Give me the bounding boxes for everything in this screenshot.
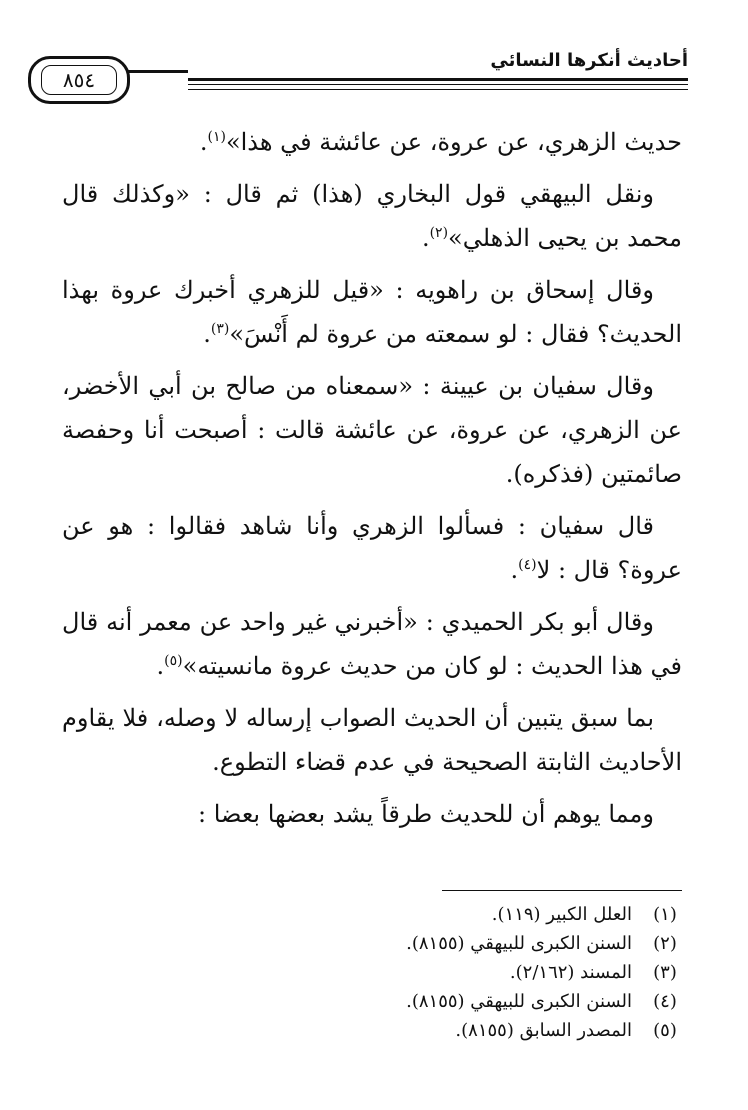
footnote-item [300,958,682,987]
page-number: ٨٥٤ [41,65,117,95]
footnote-number: (٣) [653,962,677,983]
footnote-ref[interactable]: (١) [207,129,226,145]
footnote-separator [442,890,682,891]
page-number-badge [28,56,130,104]
footnote-ref[interactable]: (٤) [518,557,537,573]
page-header [28,44,688,104]
footnote-number: (٥) [653,1020,677,1041]
header-rule [188,89,688,90]
footnotes [300,900,682,1045]
footnote-text: المسند (٢/١٦٢). [509,962,632,983]
paragraph: وقال إسحاق بن راهويه : «قيل للزهري أخبرك عروة بهذا الحديث؟ فقال : لو سمعته من عروة لم أَنْسَ»$^{(٣)}$. [62,276,682,348]
paragraph: ومما يوهم أن للحديث طرقاً يشد بعضها بعضا : [198,800,654,828]
paragraph: حديث الزهري، عن عروة، عن عائشة في هذا»$^{(١)}$. [199,128,682,156]
footnote-number: (١) [653,904,677,925]
footnote-ref[interactable]: (٥) [164,653,183,669]
paragraph: ونقل البيهقي قول البخاري (هذا) ثم قال : «وكذلك قال محمد بن يحيى الذهلي»$^{(٢)}$. [62,180,682,252]
main-text [62,120,682,844]
paragraph: وقال سفيان بن عيينة : «سمعناه من صالح بن أبي الأخضر، عن الزهري، عن عروة، عن عائشة قالت : أصبحت أنا وحفصة صائمتين (فذكره). [62,372,682,488]
paragraph: بما سبق يتبين أن الحديث الصواب إرساله لا وصله، فلا يقاوم الأحاديث الثابتة الصحيحة في عدم قضاء التطوع. [62,704,682,776]
footnote-text: السنن الكبرى للبيهقي (٨١٥٥). [406,991,632,1012]
footnote-item [300,1016,682,1045]
paragraph: قال سفيان : فسألوا الزهري وأنا شاهد فقالوا : هو عن عروة؟ قال : لا$^{(٤)}$. [62,512,682,584]
page-badge-tail [128,70,188,73]
footnote-text: العلل الكبير (١١٩). [491,904,632,925]
footnote-item [300,900,682,929]
header-rule [188,78,688,81]
header-rule [188,84,688,85]
footnote-ref[interactable]: (٢) [429,225,449,241]
footnote-text: السنن الكبرى للبيهقي (٨١٥٥). [406,933,632,954]
footnote-text: المصدر السابق (٨١٥٥). [455,1020,632,1041]
footnote-number: (٤) [653,991,677,1012]
footnote-item [300,987,682,1016]
paragraph: وقال أبو بكر الحميدي : «أخبرني غير واحد عن معمر أنه قال في هذا الحديث : لو كان من حديث عروة مانسيته»$^{(٥)}$. [62,608,682,680]
running-title: أحاديث أنكرها النسائي [490,50,688,71]
footnote-item [300,929,682,958]
footnote-number: (٢) [653,933,677,954]
footnote-ref[interactable]: (٣) [210,321,230,337]
